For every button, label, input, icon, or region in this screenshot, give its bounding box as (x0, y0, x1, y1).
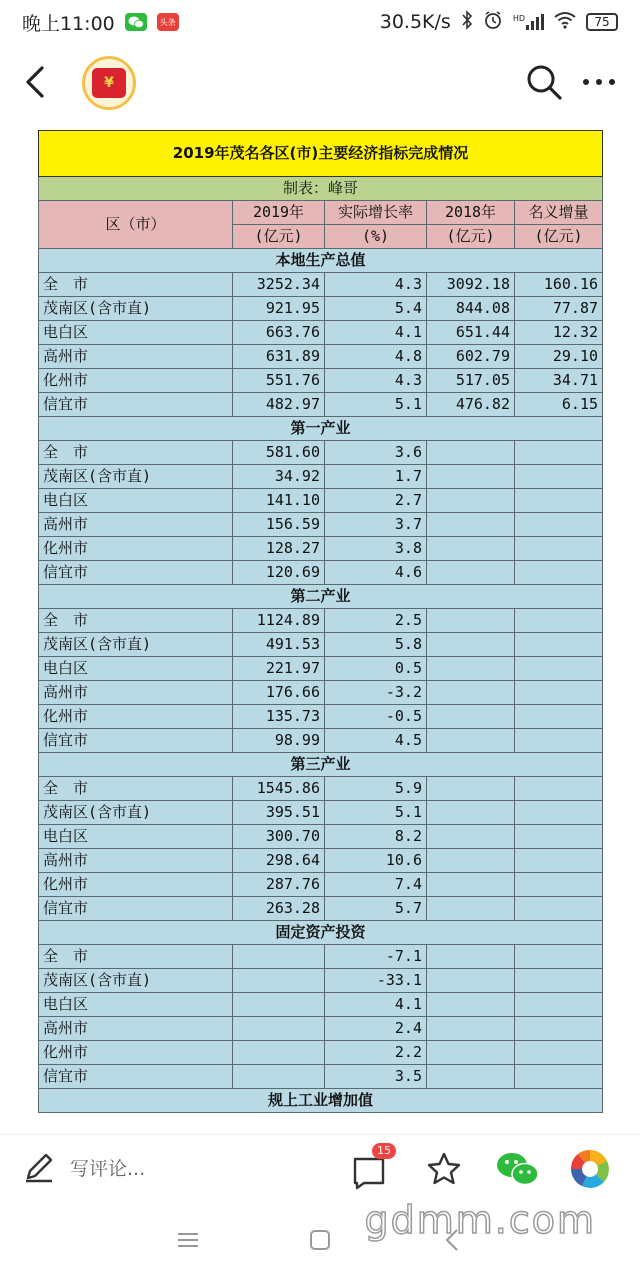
header-nominal: 名义增量 (515, 201, 603, 225)
cell-2019-value (233, 969, 325, 993)
cell-growth-rate: 3.8 (325, 537, 427, 561)
table-row (39, 1065, 603, 1089)
cell-2019-value (233, 945, 325, 969)
table-row (39, 321, 603, 345)
cell-growth-rate: 3.6 (325, 441, 427, 465)
table-row (39, 993, 603, 1017)
cell-2019-value: 551.76 (233, 369, 325, 393)
table-row (39, 633, 603, 657)
cell-growth-rate: 4.8 (325, 345, 427, 369)
cell-growth-rate: 4.3 (325, 369, 427, 393)
cell-growth-rate: 5.7 (325, 897, 427, 921)
cell-growth-rate: 5.8 (325, 633, 427, 657)
cell-growth-rate: 2.7 (325, 489, 427, 513)
cell-2019-value: 135.73 (233, 705, 325, 729)
cell-2019-value (233, 1017, 325, 1041)
cell-nominal-increase (515, 681, 603, 705)
cell-growth-rate: 2.4 (325, 1017, 427, 1041)
cell-region: 高州市 (39, 849, 233, 873)
alarm-icon (483, 10, 503, 35)
cell-growth-rate: 4.6 (325, 561, 427, 585)
status-bar (0, 0, 640, 44)
cell-2019-value: 34.92 (233, 465, 325, 489)
cell-growth-rate: -3.2 (325, 681, 427, 705)
economic-indicators-table (38, 130, 603, 1113)
status-left (22, 9, 179, 36)
cell-2018-value (427, 1041, 515, 1065)
section-header-row (39, 921, 603, 945)
table-row (39, 1017, 603, 1041)
back-nav-button[interactable] (442, 1226, 462, 1258)
cell-2018-value (427, 873, 515, 897)
top-nav-bar (0, 50, 640, 114)
table-row (39, 897, 603, 921)
cell-nominal-increase: 34.71 (515, 369, 603, 393)
red-envelope-icon: ¥ (92, 68, 126, 98)
cell-2019-value: 128.27 (233, 537, 325, 561)
section-title: 固定资产投资 (39, 921, 603, 945)
title-row (39, 131, 603, 177)
cell-2018-value (427, 633, 515, 657)
author-avatar[interactable] (82, 56, 136, 110)
cell-nominal-increase (515, 993, 603, 1017)
cell-2018-value: 3092.18 (427, 273, 515, 297)
more-options-button[interactable] (580, 64, 620, 100)
cell-nominal-increase (515, 657, 603, 681)
cell-nominal-increase (515, 633, 603, 657)
cell-nominal-increase (515, 1017, 603, 1041)
cell-region: 信宜市 (39, 1065, 233, 1089)
header-region: 区（市） (39, 201, 233, 249)
table-row (39, 609, 603, 633)
header-row (39, 201, 603, 225)
search-icon (524, 62, 564, 102)
comment-placeholder: 写评论... (70, 1157, 146, 1180)
toutiao-notification-icon: 头条 (157, 13, 179, 31)
cell-2018-value (427, 1065, 515, 1089)
cell-region: 信宜市 (39, 897, 233, 921)
section-title: 本地生产总值 (39, 249, 603, 273)
cell-2019-value: 287.76 (233, 873, 325, 897)
cell-growth-rate: -7.1 (325, 945, 427, 969)
star-icon (422, 1147, 466, 1191)
cell-nominal-increase (515, 561, 603, 585)
cell-nominal-increase (515, 513, 603, 537)
cell-2018-value (427, 513, 515, 537)
cell-region: 高州市 (39, 1017, 233, 1041)
cell-2019-value (233, 1041, 325, 1065)
bottom-action-bar (0, 1134, 640, 1201)
cell-region: 化州市 (39, 369, 233, 393)
cell-2019-value: 263.28 (233, 897, 325, 921)
cell-growth-rate: 5.4 (325, 297, 427, 321)
cell-2018-value (427, 849, 515, 873)
favorite-button[interactable] (422, 1147, 466, 1191)
cell-nominal-increase (515, 873, 603, 897)
chevron-left-icon (442, 1226, 462, 1254)
cell-region: 电白区 (39, 993, 233, 1017)
cell-region: 信宜市 (39, 729, 233, 753)
section-header-row (39, 753, 603, 777)
cell-region: 电白区 (39, 657, 233, 681)
cell-region: 信宜市 (39, 393, 233, 417)
cell-2019-value: 221.97 (233, 657, 325, 681)
cell-growth-rate: 1.7 (325, 465, 427, 489)
cell-nominal-increase (515, 825, 603, 849)
cell-region: 化州市 (39, 1041, 233, 1065)
cell-2018-value (427, 969, 515, 993)
cell-nominal-increase (515, 945, 603, 969)
author-row (39, 177, 603, 201)
wifi-icon (554, 11, 576, 34)
table-row (39, 393, 603, 417)
section-title: 规上工业增加值 (39, 1089, 603, 1113)
unit-growth: (%) (325, 225, 427, 249)
cell-region: 电白区 (39, 321, 233, 345)
cell-2018-value (427, 657, 515, 681)
system-nav-bar (0, 1210, 640, 1280)
share-wechat-button[interactable] (494, 1147, 538, 1191)
table-row (39, 729, 603, 753)
table-row (39, 777, 603, 801)
cell-nominal-increase (515, 705, 603, 729)
cell-region: 化州市 (39, 705, 233, 729)
comment-count-badge: 15 (372, 1143, 396, 1159)
table-row (39, 705, 603, 729)
status-right (380, 10, 618, 35)
cell-region: 全 市 (39, 273, 233, 297)
cell-region: 高州市 (39, 345, 233, 369)
back-button[interactable] (18, 62, 54, 102)
cell-nominal-increase: 160.16 (515, 273, 603, 297)
hamburger-icon (176, 1230, 200, 1250)
unit-2018: (亿元) (427, 225, 515, 249)
cell-nominal-increase (515, 801, 603, 825)
section-header-row (39, 249, 603, 273)
cell-growth-rate: 10.6 (325, 849, 427, 873)
cell-region: 茂南区(含市直) (39, 801, 233, 825)
cell-growth-rate: 0.5 (325, 657, 427, 681)
cell-nominal-increase (515, 897, 603, 921)
cell-2018-value (427, 681, 515, 705)
cell-region: 茂南区(含市直) (39, 969, 233, 993)
cell-2019-value: 491.53 (233, 633, 325, 657)
cell-region: 全 市 (39, 609, 233, 633)
cell-region: 电白区 (39, 825, 233, 849)
table-row (39, 657, 603, 681)
cell-growth-rate: -33.1 (325, 969, 427, 993)
table-row (39, 465, 603, 489)
cell-2018-value (427, 705, 515, 729)
cell-growth-rate: 4.3 (325, 273, 427, 297)
table-row (39, 801, 603, 825)
cell-growth-rate: 8.2 (325, 825, 427, 849)
cell-region: 茂南区(含市直) (39, 465, 233, 489)
table-row (39, 369, 603, 393)
moments-icon (568, 1147, 612, 1191)
cell-region: 茂南区(含市直) (39, 297, 233, 321)
cell-2018-value (427, 489, 515, 513)
chevron-left-icon (18, 62, 54, 102)
unit-nominal: (亿元) (515, 225, 603, 249)
network-speed: 30.5K/s (379, 11, 451, 33)
cell-nominal-increase (515, 489, 603, 513)
cell-nominal-increase (515, 465, 603, 489)
cell-2019-value: 921.95 (233, 297, 325, 321)
cell-2018-value (427, 801, 515, 825)
table-row (39, 681, 603, 705)
table-row (39, 345, 603, 369)
cell-nominal-increase (515, 777, 603, 801)
cell-nominal-increase (515, 609, 603, 633)
table-row (39, 561, 603, 585)
share-moments-button[interactable] (568, 1147, 612, 1191)
cell-2019-value: 156.59 (233, 513, 325, 537)
battery-indicator: 75 (586, 13, 618, 31)
cell-2019-value: 482.97 (233, 393, 325, 417)
wechat-notification-icon (125, 13, 147, 31)
cell-region: 全 市 (39, 777, 233, 801)
cell-growth-rate: 5.1 (325, 393, 427, 417)
cell-region: 化州市 (39, 873, 233, 897)
cell-2019-value: 581.60 (233, 441, 325, 465)
table-row (39, 1041, 603, 1065)
cell-2018-value: 517.05 (427, 369, 515, 393)
header-growth: 实际增长率 (325, 201, 427, 225)
cell-2019-value: 3252.34 (233, 273, 325, 297)
table-row (39, 537, 603, 561)
comment-input[interactable] (22, 1149, 145, 1185)
bluetooth-icon (461, 10, 473, 35)
cell-2019-value: 395.51 (233, 801, 325, 825)
cell-region: 信宜市 (39, 561, 233, 585)
cell-2019-value: 98.99 (233, 729, 325, 753)
header-2019: 2019年 (233, 201, 325, 225)
cell-2018-value: 602.79 (427, 345, 515, 369)
cell-growth-rate: 5.9 (325, 777, 427, 801)
cell-nominal-increase: 6.15 (515, 393, 603, 417)
table-row (39, 849, 603, 873)
table-row (39, 297, 603, 321)
cell-2018-value (427, 537, 515, 561)
table-row (39, 441, 603, 465)
cell-2019-value (233, 1065, 325, 1089)
home-nav-button[interactable] (308, 1228, 332, 1256)
table-row (39, 513, 603, 537)
clock: 晚上11:00 (22, 12, 115, 35)
cell-growth-rate: 7.4 (325, 873, 427, 897)
cell-2018-value (427, 897, 515, 921)
table-row (39, 873, 603, 897)
economic-indicators-table-image[interactable] (38, 130, 602, 1113)
table-row (39, 273, 603, 297)
cell-nominal-increase: 12.32 (515, 321, 603, 345)
cell-nominal-increase (515, 969, 603, 993)
cell-2018-value (427, 777, 515, 801)
cell-region: 高州市 (39, 513, 233, 537)
cell-growth-rate: 2.2 (325, 1041, 427, 1065)
cell-growth-rate: 2.5 (325, 609, 427, 633)
table-row (39, 825, 603, 849)
cell-2019-value (233, 993, 325, 1017)
cell-2018-value (427, 825, 515, 849)
table-row (39, 489, 603, 513)
cell-2018-value (427, 441, 515, 465)
cell-2018-value (427, 561, 515, 585)
section-header-row (39, 585, 603, 609)
cell-region: 高州市 (39, 681, 233, 705)
pencil-icon (22, 1150, 56, 1184)
cell-growth-rate: -0.5 (325, 705, 427, 729)
section-title: 第一产业 (39, 417, 603, 441)
cell-growth-rate: 4.5 (325, 729, 427, 753)
cell-growth-rate: 4.1 (325, 993, 427, 1017)
cell-nominal-increase (515, 537, 603, 561)
square-home-icon (308, 1228, 332, 1252)
cell-region: 化州市 (39, 537, 233, 561)
header-2018: 2018年 (427, 201, 515, 225)
cell-2019-value: 1124.89 (233, 609, 325, 633)
cell-2019-value: 176.66 (233, 681, 325, 705)
cell-growth-rate: 3.5 (325, 1065, 427, 1089)
cell-nominal-increase (515, 441, 603, 465)
cell-2018-value (427, 729, 515, 753)
cell-2018-value (427, 993, 515, 1017)
cell-2018-value (427, 945, 515, 969)
cell-2019-value: 298.64 (233, 849, 325, 873)
cell-region: 茂南区(含市直) (39, 633, 233, 657)
cell-2019-value: 120.69 (233, 561, 325, 585)
cell-growth-rate: 5.1 (325, 801, 427, 825)
section-title: 第三产业 (39, 753, 603, 777)
cell-growth-rate: 4.1 (325, 321, 427, 345)
table-author: 制表：峰哥 (39, 177, 603, 201)
cell-2018-value (427, 1017, 515, 1041)
cell-region: 电白区 (39, 489, 233, 513)
cell-2019-value: 141.10 (233, 489, 325, 513)
unit-2019: (亿元) (233, 225, 325, 249)
cell-2018-value (427, 609, 515, 633)
cell-2018-value: 844.08 (427, 297, 515, 321)
cell-growth-rate: 3.7 (325, 513, 427, 537)
cell-nominal-increase (515, 1065, 603, 1089)
cell-nominal-increase: 29.10 (515, 345, 603, 369)
table-row (39, 969, 603, 993)
cellular-signal-icon (513, 14, 544, 30)
cell-2019-value: 1545.86 (233, 777, 325, 801)
cell-region: 全 市 (39, 945, 233, 969)
cell-nominal-increase: 77.87 (515, 297, 603, 321)
more-dots-icon (580, 64, 620, 100)
search-button[interactable] (524, 62, 564, 102)
cell-2019-value: 663.76 (233, 321, 325, 345)
table-title: 2019年茂名各区(市)主要经济指标完成情况 (39, 131, 603, 177)
site-watermark: gdmm.com (364, 1198, 596, 1242)
cell-2019-value: 631.89 (233, 345, 325, 369)
cell-2019-value: 300.70 (233, 825, 325, 849)
cell-2018-value: 651.44 (427, 321, 515, 345)
cell-nominal-increase (515, 849, 603, 873)
cell-2018-value (427, 465, 515, 489)
section-header-row (39, 417, 603, 441)
menu-nav-button[interactable] (176, 1230, 200, 1254)
section-header-row (39, 1089, 603, 1113)
hd-label: HD (512, 14, 525, 23)
cell-nominal-increase (515, 1041, 603, 1065)
section-title: 第二产业 (39, 585, 603, 609)
wechat-icon (494, 1147, 542, 1191)
cell-region: 全 市 (39, 441, 233, 465)
cell-2018-value: 476.82 (427, 393, 515, 417)
cell-nominal-increase (515, 729, 603, 753)
table-row (39, 945, 603, 969)
